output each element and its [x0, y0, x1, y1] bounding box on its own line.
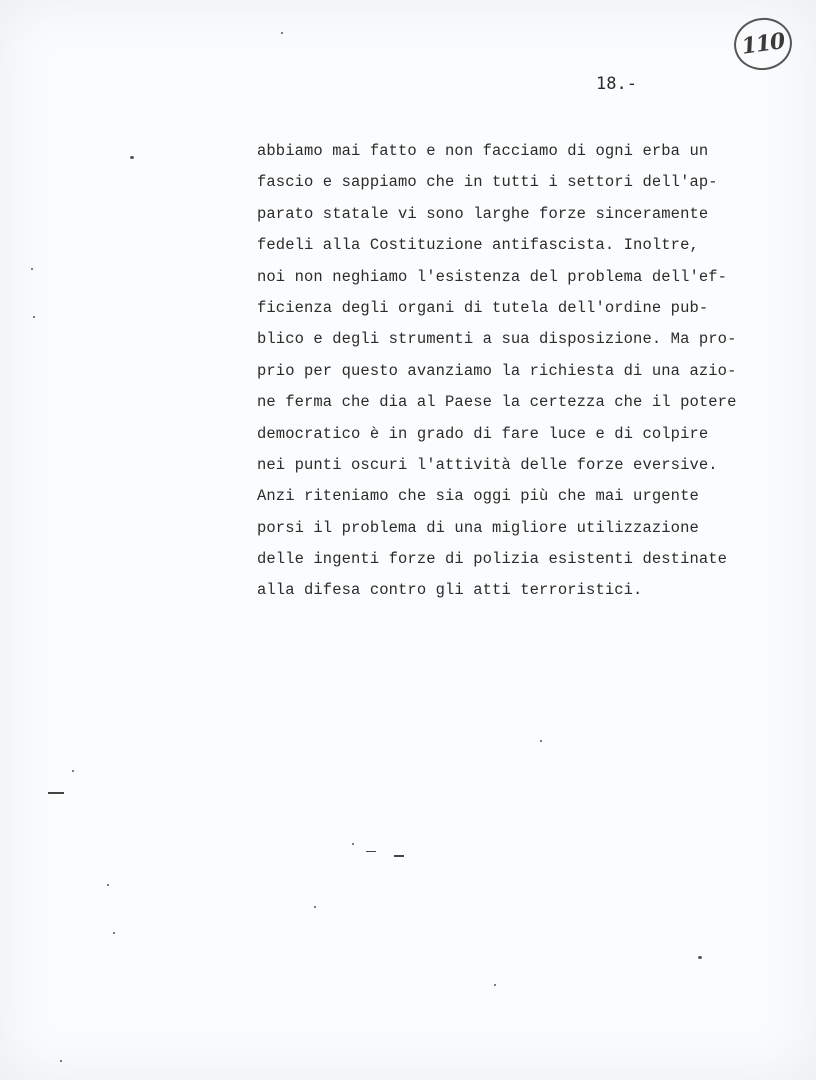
scan-speck: [494, 984, 496, 986]
scan-speck: [698, 956, 702, 959]
scan-mark: [48, 792, 64, 794]
text-line: delle ingenti forze di polizia esistenti destinate: [257, 550, 728, 569]
text-line: fascio e sappiamo che in tutti i settori dell'ap-: [257, 173, 718, 192]
text-line: prio per questo avanziamo la richiesta di una azio-: [257, 361, 737, 380]
text-line: abbiamo mai fatto e non facciamo di ogni erba un: [257, 142, 709, 160]
scan-speck: [107, 884, 109, 886]
text-line: blico e degli strumenti a sua disposizione. Ma pro-: [257, 330, 737, 349]
text-line: nei punti oscuri l'attività delle forze eversive.: [257, 455, 718, 474]
text-line: porsi il problema di una migliore utilizzazione: [257, 518, 699, 537]
scan-speck: [540, 740, 542, 742]
text-line: fedeli alla Costituzione antifascista. Inoltre,: [257, 236, 699, 255]
scan-mark: [366, 851, 376, 852]
text-line: Anzi riteniamo che sia oggi più che mai urgente: [257, 487, 699, 506]
scan-speck: [352, 843, 354, 845]
scan-speck: [314, 906, 316, 908]
scan-mark: [394, 855, 404, 857]
body-text: [257, 136, 797, 607]
scan-speck: [130, 156, 134, 159]
page-number: 18.-: [596, 74, 637, 94]
text-line: parato statale vi sono larghe forze sinceramente: [257, 204, 709, 223]
scan-speck: [60, 1060, 62, 1062]
scan-speck: [72, 770, 74, 772]
text-line: alla difesa contro gli atti terroristici.: [257, 581, 643, 600]
text-line: ficienza degli organi di tutela dell'ordine pub-: [257, 298, 709, 317]
scan-speck: [33, 316, 35, 318]
scan-speck: [113, 932, 115, 934]
scan-speck: [281, 32, 283, 34]
text-line: democratico è in grado di fare luce e di colpire: [257, 424, 709, 443]
text-line: noi non neghiamo l'esistenza del problema dell'ef-: [257, 267, 728, 286]
folio-stamp: 110: [731, 14, 796, 74]
text-line: ne ferma che dia al Paese la certezza che il potere: [257, 393, 737, 412]
scan-speck: [31, 268, 33, 270]
